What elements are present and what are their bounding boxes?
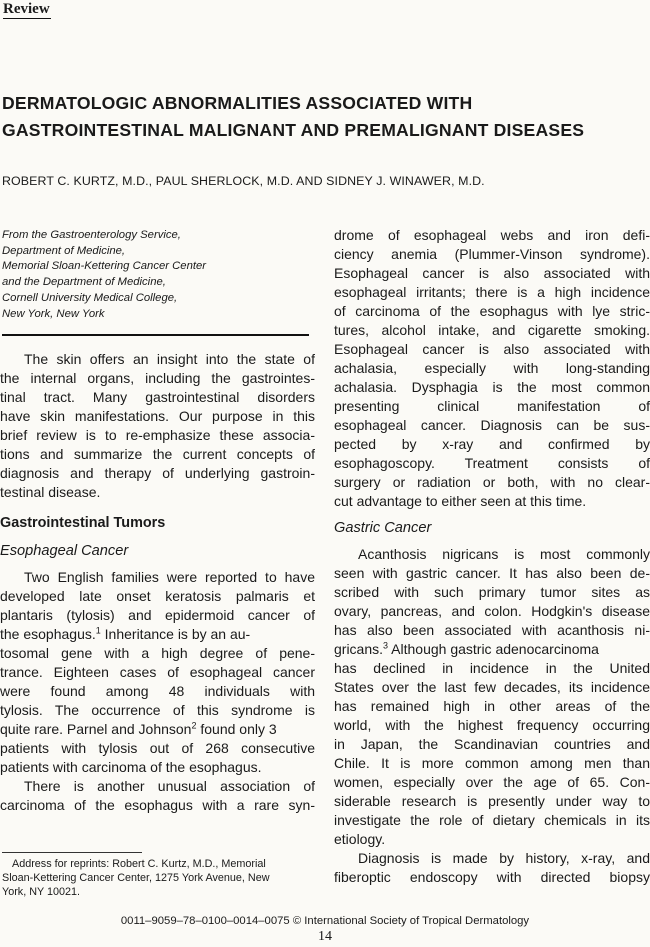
body-line: seen with gastric cancer. It has also been de- [334,565,650,581]
body-line: pected by x-ray and confirmed by [334,436,650,452]
body-line: has also been associated with acanthosis ni- [334,622,650,638]
body-line: Chile. It is more common among men than [334,755,650,771]
body-text: quite rare. Parnel and Johnson [0,721,192,737]
body-line: etiology. [334,831,386,847]
body-line [334,640,650,659]
body-line: investigate the role of dietary chemicals in its [334,812,650,828]
left-column [0,350,315,815]
abstract-line: diagnosis and therapy of underlying gastroin- [0,465,315,481]
affiliation [2,228,302,322]
author-list: ROBERT C. KURTZ, M.D., PAUL SHERLOCK, M.D. AND SIDNEY J. WINAWER, M.D. [2,174,485,188]
body-line: surgery or radiation or both, with no clear- [334,474,650,490]
body-line: States over the last few decades, its incidence [334,679,650,695]
paragraph [334,849,650,887]
article-title [2,90,642,144]
paragraph [334,545,650,849]
body-line: developed late onset keratosis palmaris et [0,588,315,604]
title-line: GASTROINTESTINAL MALIGNANT AND PREMALIGNANT DISEASES [2,120,585,140]
body-line: drome of esophageal webs and iron defi- [334,227,650,243]
paragraph [334,226,650,511]
section-heading-gi-tumors: Gastrointestinal Tumors [0,515,166,531]
reprint-footnote [2,857,312,900]
body-line: world, with the highest frequency occurring [334,717,650,733]
section-tag: Review [3,1,50,17]
body-line: Diagnosis is made by history, x-ray, and [358,850,650,866]
body-line: tylosis. The occurrence of this syndrome is [0,702,315,718]
body-line: Esophageal cancer is also associated with [334,341,650,357]
copyright-line: 0011–9059–78–0100–0014–0075 © International Society of Tropical Dermatology [120,915,530,927]
body-line [0,720,315,739]
body-line: carcinoma of the esophagus with a rare syn- [0,797,315,813]
footnote-divider [2,852,142,853]
subsection-heading-gastric: Gastric Cancer [334,520,432,536]
abstract-line: tions and summarize the current concepts of [0,446,315,462]
body-line: esophageal cancer. Diagnosis can be sus- [334,417,650,433]
body-line: in Japan, the Scandinavian countries and [334,736,650,752]
body-line: of carcinoma of the esophagus with lye stric- [334,303,650,319]
abstract-line: The skin offers an insight into the state of [24,351,315,367]
paragraph [0,568,315,777]
citation-ref: 3 [383,640,389,651]
body-line: presenting clinical manifestation of [334,398,650,414]
abstract-divider [2,334,309,336]
abstract-line: testinal disease. [0,484,101,500]
body-line: siderable research is presently under way to [334,793,650,809]
footnote-line: York, NY 10021. [2,886,81,899]
body-line: fiberoptic endoscopy with directed biopsy [334,869,650,885]
citation-ref: 1 [95,625,101,636]
abstract-line: tinal tract. Many gastrointestinal disorders [0,389,315,405]
body-line: patients with tylosis out of 268 consecutive [0,740,315,756]
footnote-line: Address for reprints: Robert C. Kurtz, M.D., Memorial [12,858,266,870]
abstract-line: brief review is to re-emphasize these associa- [0,427,315,443]
body-text: Although gastric adenocarcinoma [388,641,599,657]
body-line: women, especially over the age of 65. Con- [334,774,650,790]
affiliation-line: Cornell University Medical College, [2,291,178,304]
body-line: trance. Eighteen cases of esophageal cancer [0,664,315,680]
body-line: plantaris (tylosis) and epidermoid cancer of [0,607,315,623]
body-line: Acanthosis nigricans is most commonly [358,546,650,562]
body-line: scribed with such primary tumor sites as [334,584,650,600]
page-number: 14 [318,929,332,944]
abstract-line: have skin manifestations. Our purpose in this [0,408,315,424]
affiliation-line: Memorial Sloan-Kettering Cancer Center [2,260,207,273]
body-line: tures, alcohol intake, and cigarette smoking. [334,322,650,338]
citation-ref: 2 [191,720,197,731]
body-line: has remained high in other areas of the [334,698,650,714]
body-line: were found among 48 individuals with [0,683,315,699]
affiliation-line: From the Gastroenterology Service, [2,229,181,241]
body-line: esophageal irritants; there is a high incidence [334,284,650,300]
body-text: found only 3 [196,721,277,737]
title-line: DERMATOLOGIC ABNORMALITIES ASSOCIATED WITH [2,93,473,113]
body-line: ovary, pancreas, and colon. Hodgkin's disease [334,603,650,619]
body-line [0,625,315,644]
body-line: has declined in incidence in the United [334,660,650,676]
body-line: cut advantage to either seen at this time. [334,493,587,509]
paragraph [0,777,315,815]
body-line: achalasia. Dysphagia is the most common [334,379,650,395]
body-text: Inheritance is by an au- [100,626,251,642]
affiliation-line: and the Department of Medicine, [2,276,166,289]
right-column [334,226,650,887]
body-line: ciency anemia (Plummer-Vinson syndrome). [334,246,650,262]
body-line: patients with carcinoma of the esophagus. [0,759,262,775]
body-text: gricans. [334,641,384,657]
subsection-heading-esophageal: Esophageal Cancer [0,543,129,559]
body-text: the esophagus. [0,626,96,642]
body-line: There is another unusual association of [24,778,315,794]
affiliation-line: New York, New York [2,307,105,320]
body-line: esophagoscopy. Treatment consists of [334,455,650,471]
body-line: achalasia, especially with long-standing [334,360,650,376]
body-line: Esophageal cancer is also associated with [334,265,650,281]
abstract-line: the internal organs, including the gastrointes- [0,370,315,386]
body-line: tosomal gene with a high degree of pene- [0,645,315,661]
footnote-line: Sloan-Kettering Cancer Center, 1275 York Avenue, New [2,872,270,885]
affiliation-line: Department of Medicine, [2,244,126,257]
abstract [0,350,315,502]
body-line: Two English families were reported to have [24,569,315,585]
